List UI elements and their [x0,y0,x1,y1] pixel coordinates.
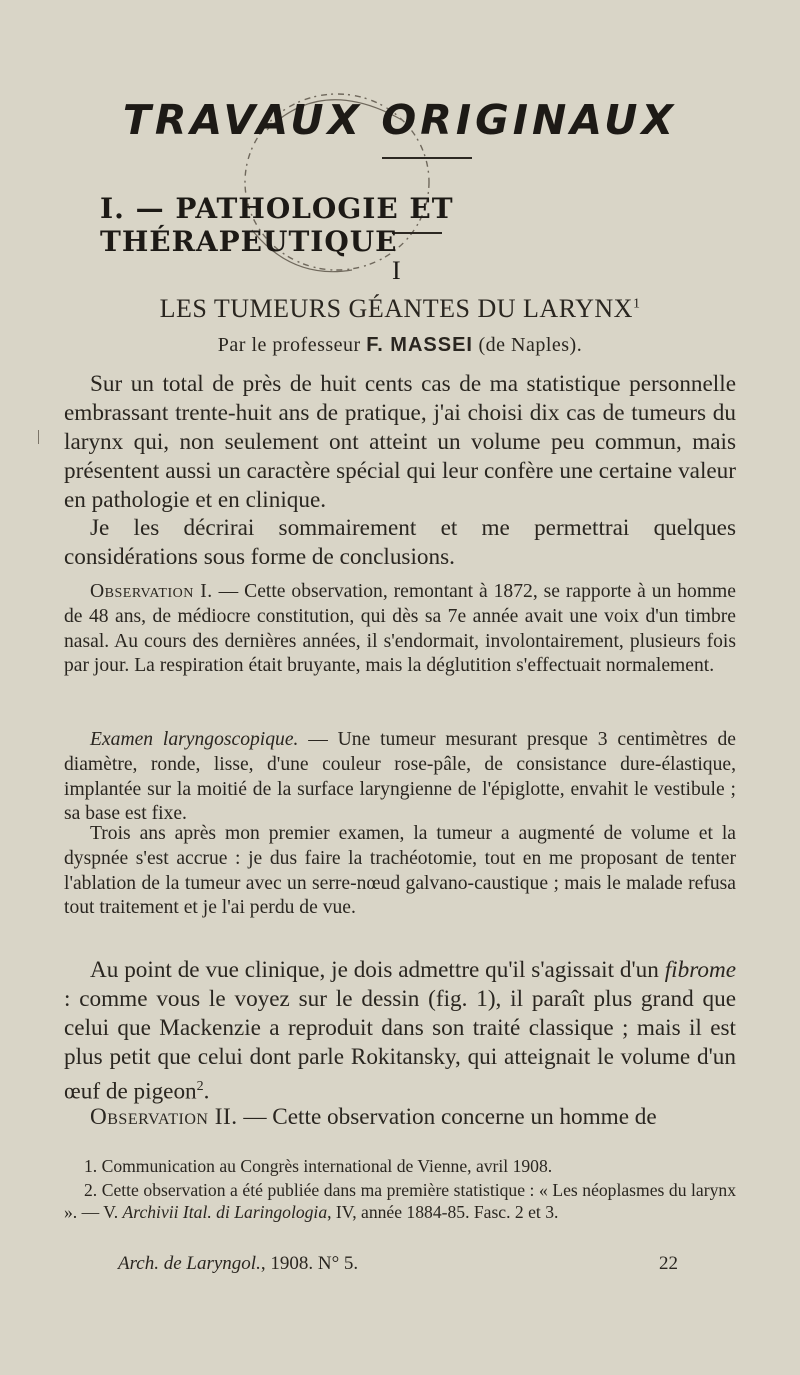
paragraph-observation-2 [64,1103,736,1132]
article-number: I [392,256,401,285]
observation-2-label: Observation II. [90,1104,238,1130]
clinical-text-1: Au point de vue clinique, je dois admettre qu'il s'agissait d'un [90,957,665,983]
footnote-2-text-1: 2. Cette observation a été publiée dans ma première statistique : « Les néoplasmes du larynx ». — V. [64,1180,736,1222]
observation-2-text: — Cette observation concerne un homme de [237,1104,657,1130]
paragraph-exam [64,728,736,827]
footnote-2-journal: Archivii Ital. di Laringologia [122,1202,328,1222]
observation-1-text: — Cette observation, remontant à 1872, se rapporte à un homme de 48 ans, de médiocre constitution, qui dès sa 7e année avait une voix d'un timbre nasal. Au cours des dernières années, il s'endormait, involontairement, plusieurs fois par jour. La respiration était bruyante, mais la déglutition s'effectuait normalement. [64,581,736,677]
footnote-ref-2: 2 [196,1079,204,1094]
byline-prefix: Par le professeur [217,334,361,356]
journal-reference [118,1253,358,1275]
section-title: TRAVAUX ORIGINAUX [122,96,678,144]
journal-name: Arch. de Laryngol. [118,1253,261,1274]
clinical-emphasis: fibrome [664,957,736,983]
byline [0,334,800,357]
byline-suffix: (de Naples). [478,334,583,356]
article-title-text: LES TUMEURS GÉANTES DU LARYNX [159,294,633,323]
paragraph-clinical: Au point de vue clinique, je dois admettre qu'il s'agissait d'un fibrome : comme vous le voyez sur le dessin (fig. 1), il paraît plus grand que celui que Mackenzie a reproduit dans son traité classique ; mais il est plus petit que celui dont parle Rokitansky, qui atteignait le volume d'un œuf de pigeon$^2$. [64,957,736,1105]
exam-label: Examen laryngoscopique. [90,729,299,750]
footnote-2-text-2: , IV, année 1884-85. Fasc. 2 et 3. [327,1202,559,1222]
observation-1-label: Observation I. [90,581,213,602]
page-number: 22 [659,1253,678,1274]
paragraph-exam-followup: Trois ans après mon premier examen, la tumeur a augmenté de volume et la dyspnée s'est accrue : je dus faire la trachéotomie, tout en me proposant de tenter l'ablation de la tumeur avec un serre-nœud galvano-caustique ; mais le malade refusa tout traitement et je l'ai perdu de vue. [64,823,736,919]
exam-text: — Une tumeur mesurant presque 3 centimètres de diamètre, ronde, lisse, d'une couleur rose-pâle, de consistance dure-élastique, implantée sur la moitié de la surface laryngienne de l'épiglotte, envahit le vestibule ; sa base est fixe. [64,729,736,825]
footnote-1: 1. Communication au Congrès international de Vienne, avril 1908. [84,1156,553,1176]
subsection-title: I. — PATHOLOGIE ET THÉRAPEUTIQUE [100,192,454,258]
author-name: F. MASSEI [366,334,473,356]
footnote-ref-1: 1 [632,296,641,312]
article-title [0,294,800,324]
footnote-2 [64,1179,736,1223]
clinical-text-2: : comme vous le voyez sur le dessin (fig. 1), il paraît plus grand que celui que Mackenzie a reproduit dans son traité classique ; mais il est plus petit que celui dont parle Rokitansky, qui atteignait le volume d'un œuf de pigeon [64,986,736,1105]
margin-mark [38,430,39,444]
paragraph-intro-2: Je les décrirai sommairement et me permettrai quelques considérations sous forme de conclusions. [64,515,736,570]
paragraph-intro: Sur un total de près de huit cents cas de ma statistique personnelle embrassant trente-huit ans de pratique, j'ai choisi dix cas de tumeurs du larynx qui, non seulement ont atteint un volume peu commun, mais présentent aussi un caractère spécial qui leur confère une certaine valeur en pathologie et en clinique. [64,371,736,513]
journal-issue: , 1908. N° 5. [260,1253,359,1274]
paragraph-observation-1 [64,580,736,679]
